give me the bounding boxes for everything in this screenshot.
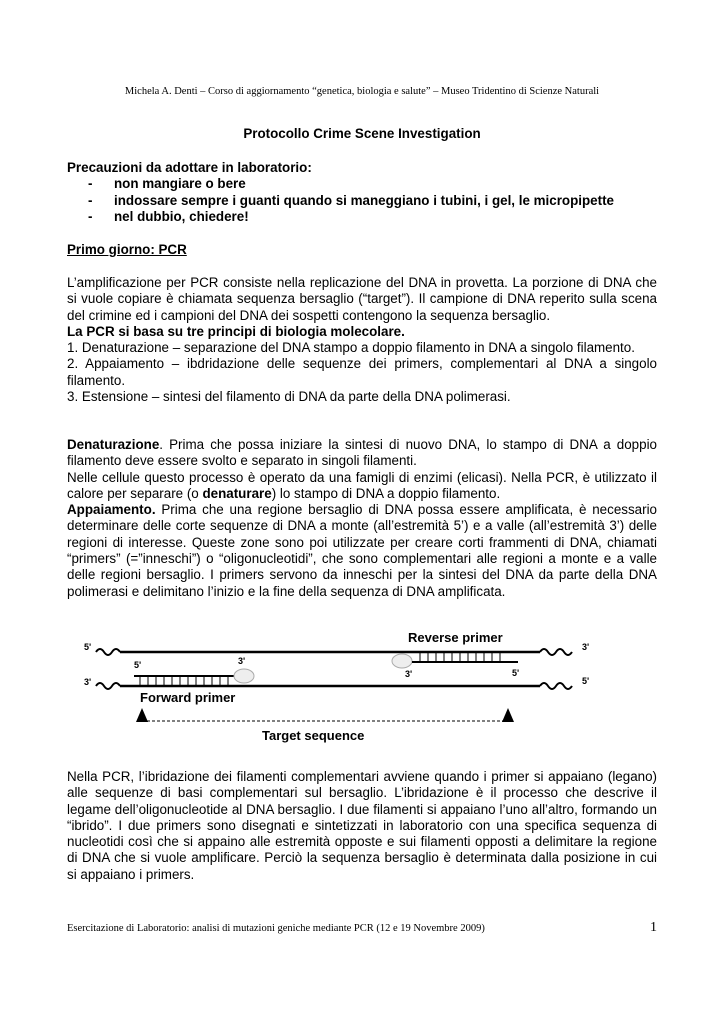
top-strand-left-wave: [96, 649, 120, 655]
end-label: 3': [238, 656, 246, 666]
polymerase-blob: [234, 669, 254, 683]
denaturation-term: Denaturazione: [67, 437, 160, 452]
end-label: 5': [134, 660, 142, 670]
page-number: 1: [650, 920, 657, 935]
denature-term: denaturare: [202, 485, 272, 501]
denaturation-text: . Prima che possa iniziare la sintesi di nuovo DNA, lo stampo di DNA a doppio filamento deve essere svolto e separato in singoli filamenti.: [67, 437, 657, 469]
annealing-text: Prima che una regione bersaglio di DNA possa essere amplificata, è necessario determinare delle corte sequenze di DNA a monte (all’estremità 5’) e a valle (all’estremità 3’) delle regioni di interesse. Queste zone sono poi utilizzate per creare corti frammenti di DNA, chiamati “primers” (=”inneschi”) o “oligonucleotidi”, che sono complementari alle regioni a monte e a valle delle regioni bersaglio. I primers servono da inneschi per la sintesi del DNA da parte della DNA polimerasi e delimitano l’inizio e la fine della sequenza di DNA amplificata.: [67, 502, 657, 599]
page-header: Michela A. Denti – Corso di aggiornamento “genetica, biologia e salute” – Museo Tridentino di Scienze Naturali: [124, 86, 600, 97]
document-title: Protocollo Crime Scene Investigation: [243, 126, 481, 141]
denaturation-paragraph: [67, 437, 657, 470]
bottom-strand-right-wave: [540, 683, 572, 689]
list-item: - indossare sempre i guanti quando si maneggiano i tubini, i gel, le micropipette: [88, 192, 614, 208]
closing-section: [67, 769, 657, 883]
closing-paragraph: Nella PCR, l’ibridazione dei filamenti complementari avviene quando i primer si appaiano (legano) alle sequenze di basi complementari sul bersaglio. L’ibridazione è il processo che descrive il legame dell’oligonucleotide al DNA bersaglio. I due filamenti si appaiano l’uno all’altro, formando un “ibrido”. I due primers sono disegnati e sintetizzati in laboratorio con una specifica sequenza di nucleotidi così che si appaino alle estremità opposte e sui filamenti opposti a delimitare la regione di DNA che si vuole amplificare. Perciò la sequenza bersaglio è determinata dalla posizione in cui si appaiano i primers.: [67, 769, 657, 882]
principle-item: 3. Estensione – sintesi del filamento di DNA da parte della DNA polimerasi.: [67, 389, 511, 405]
target-sequence-label: Target sequence: [262, 728, 365, 743]
end-label: 3': [405, 669, 413, 679]
end-label: 5': [582, 676, 590, 686]
bottom-strand-left-wave: [96, 683, 120, 689]
principle-item: 2. Appaiamento – ibdridazione delle sequenze dei primers, complementari al DNA a singolo filamento.: [67, 356, 657, 388]
intro-section: [67, 275, 657, 405]
text-span: ) lo stampo di DNA a doppio filamento.: [271, 485, 501, 501]
list-item-text: non mangiare o bere: [114, 176, 246, 192]
end-label: 3': [582, 642, 590, 652]
pcr-primer-diagram: [82, 628, 610, 745]
page-footer: [67, 920, 657, 935]
text-span: Nelle cellule questo processo è operato da una famigli di enzimi (elicasi). Nella PCR, è utilizzato il calore per separare (o: [67, 469, 657, 501]
annealing-paragraph: [67, 502, 657, 600]
list-item: - nel dubbio, chiedere!: [88, 208, 249, 224]
target-end-marker: [502, 708, 514, 722]
reverse-primer-label: Reverse primer: [408, 630, 503, 645]
top-strand-right-wave: [540, 649, 572, 655]
precautions-heading: Precauzioni da adottare in laboratorio:: [67, 160, 312, 175]
end-label: 5': [512, 668, 520, 678]
forward-primer-label: Forward primer: [140, 690, 236, 705]
list-item-text: indossare sempre i guanti quando si maneggiano i tubini, i gel, le micropipette: [114, 192, 614, 208]
principle-item: 1. Denaturazione – separazione del DNA stampo a doppio filamento in DNA a singolo filamento.: [67, 340, 635, 356]
reverse-primer-bonds: [420, 652, 500, 662]
denaturation-detail: [67, 470, 657, 503]
annealing-term: Appaiamento.: [67, 502, 156, 518]
end-label: 3': [84, 677, 92, 687]
day-heading: Primo giorno: PCR: [67, 242, 187, 257]
target-start-marker: [136, 708, 148, 722]
end-label: 5': [84, 642, 92, 652]
precautions-list: [67, 176, 657, 225]
principles-heading: La PCR si basa su tre principi di biologia molecolare.: [67, 323, 405, 339]
list-item-text: nel dubbio, chiedere!: [114, 208, 249, 224]
forward-primer-bonds: [140, 676, 228, 686]
intro-paragraph: L’amplificazione per PCR consiste nella replicazione del DNA in provetta. La porzione di DNA che si vuole copiare è chiamata sequenza bersaglio (“target”). Il campione di DNA reperito sulla scena del crimine ed i campioni del DNA dei sospetti contengono la sequenza bersaglio.: [67, 275, 657, 323]
list-item: - non mangiare o bere: [88, 176, 246, 192]
polymerase-blob: [392, 654, 412, 668]
precautions-section: [67, 160, 657, 225]
footer-text: Esercitazione di Laboratorio: analisi di mutazioni geniche mediante PCR (12 e 19 Novembre 2009): [67, 923, 485, 934]
steps-section: [67, 437, 657, 600]
